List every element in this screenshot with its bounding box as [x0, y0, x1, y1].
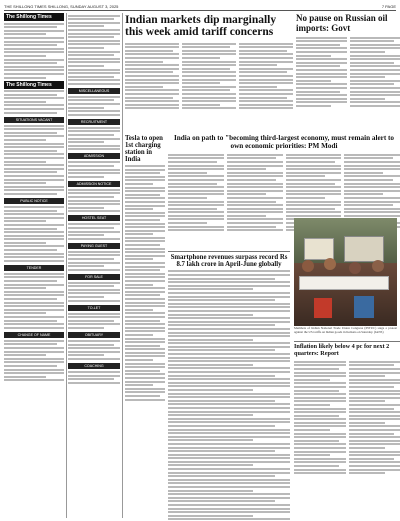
oil-headline: No pause on Russian oil imports: Govt — [296, 13, 388, 33]
pm-headline: India on path to "becoming third-largest economy, must remain alert to own economic priorities: PM Modi — [173, 134, 395, 150]
ad-category: TO-LET — [68, 305, 120, 311]
inflation-story — [294, 341, 400, 476]
section-label: SITUATIONS VACANT — [4, 117, 64, 123]
tesla-story — [125, 135, 165, 402]
lead-headline: Indian markets dip marginally this week amid tariff concerns — [125, 14, 277, 38]
ad-category: PAYING GUEST — [68, 243, 120, 249]
inflation-headline: Inflation likely below 4 pc for next 2 quarters: Report — [294, 343, 390, 357]
photo-caption: Members of Indian National Trade Union Congress (INTUC) stage a protest against the US tariffs on Indian goods in Kolkata on Saturday. (IANS) — [294, 326, 397, 334]
page-header — [4, 3, 396, 11]
ad-category: RECRUITMENT — [68, 119, 120, 125]
ad-category: ADMISSION — [68, 153, 120, 159]
smartphone-headline: Smartphone revenues surpass record Rs 8.7 lakh crore in April-June globally — [170, 254, 288, 269]
ad-category: OBITUARY — [68, 332, 120, 338]
smartphone-story — [168, 251, 290, 521]
ad-category: COACHING — [68, 363, 120, 369]
header-page-number: 7 PAGE — [381, 4, 396, 9]
tesla-headline: Tesla to open 1st charging station in India — [125, 135, 163, 163]
protest-photo — [294, 218, 397, 326]
oil-story — [296, 14, 400, 108]
column-title: The Shillong Times — [4, 13, 64, 21]
ad-category: ADMISSION NOTICE — [68, 181, 120, 187]
small-ads-column — [68, 13, 120, 385]
newspaper-page — [4, 3, 396, 518]
column-title-secondary: The Shillong Times — [4, 81, 64, 89]
ad-category: HOSTEL SEAT — [68, 215, 120, 221]
news-photo — [294, 218, 397, 335]
ad-category: FOR SALE — [68, 274, 120, 280]
lead-story — [125, 14, 293, 111]
classifieds-column — [4, 13, 64, 383]
section-label: CHANGE OF NAME — [4, 332, 64, 338]
ad-category: MISCELLANEOUS — [68, 88, 120, 94]
section-label: TENDER — [4, 265, 64, 271]
header-dateline: THE SHILLONG TIMES SHILLONG, SUNDAY AUGUST 3, 2025 — [4, 4, 119, 9]
section-label: PUBLIC NOTICE — [4, 198, 64, 204]
